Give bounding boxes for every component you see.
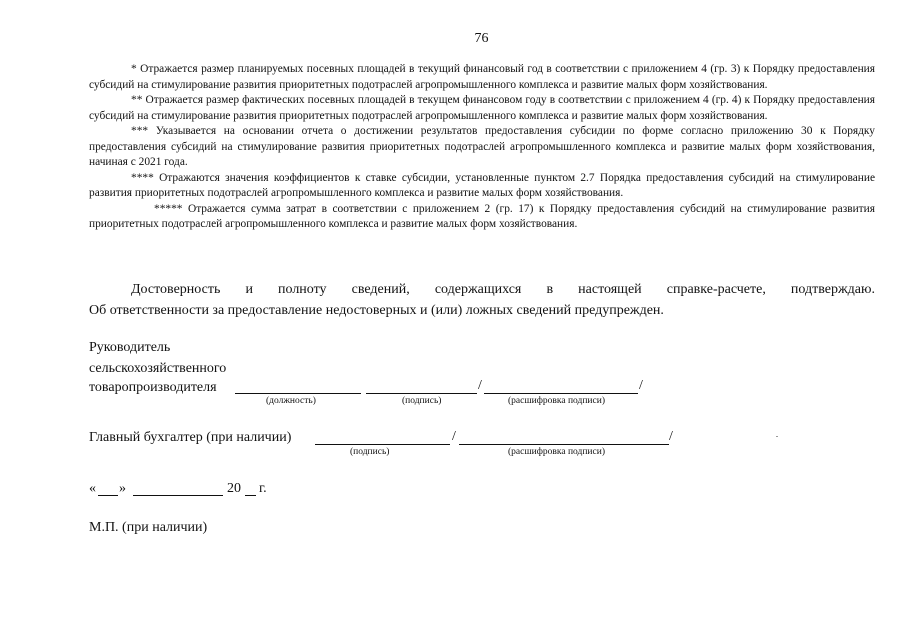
date-close-quote: » <box>119 481 126 496</box>
footnote-5: ***** Отражается сумма затрат в соответствии с приложением 2 (гр. 17) к Порядку предоставления субсидий на стимулирование развития приоритетных подотраслей агропромышленного комплекса и развитие малых форм хозяйствования. <box>89 202 875 230</box>
confirm-word: Достоверность <box>131 282 221 297</box>
footnote-4: **** Отражаются значения коэффициентов к ставке субсидии, установленные пунктом 2.7 Порядка предоставления субсидий на стимулирование развития приоритетных подотраслей агропромышленного комплекса и развитие малых форм хозяйствования. <box>89 171 875 199</box>
head-label-line-1: Руководитель <box>89 340 171 355</box>
confirmation-line-1 <box>89 279 875 300</box>
month-field[interactable] <box>133 495 223 496</box>
year-suffix: г. <box>259 481 267 496</box>
confirm-word: подтверждаю. <box>790 282 875 297</box>
confirm-word: справке-расчете, <box>666 282 766 297</box>
confirm-word: настоящей <box>578 282 642 297</box>
head-label-line-2: сельскохозяйственного <box>89 361 227 376</box>
accountant-signature-field[interactable] <box>315 444 450 445</box>
accountant-label: Главный бухгалтер (при наличии) <box>89 430 292 445</box>
caption-decoding: (расшифровка подписи) <box>508 447 605 457</box>
year-prefix: 20 <box>227 481 241 496</box>
day-field[interactable] <box>98 495 118 496</box>
confirmation-line-2: Об ответственности за предоставление недостоверных и (или) ложных сведений предупрежден. <box>89 303 664 318</box>
separator-slash: / <box>478 378 482 393</box>
separator-slash: / <box>639 378 643 393</box>
confirm-word: содержащихся <box>434 282 522 297</box>
confirm-word: сведений, <box>351 282 410 297</box>
separator-slash: / <box>452 429 456 444</box>
confirm-word: в <box>546 282 554 297</box>
head-signature-field[interactable] <box>366 393 477 394</box>
head-label-line-3: товаропроизводителя <box>89 380 217 395</box>
scan-speck <box>776 436 778 437</box>
caption-signature: (подпись) <box>402 396 442 406</box>
separator-slash: / <box>669 429 673 444</box>
caption-decoding: (расшифровка подписи) <box>508 396 605 406</box>
footnotes <box>89 62 875 233</box>
year-field[interactable] <box>245 495 256 496</box>
date-open-quote: « <box>89 481 96 496</box>
footnote-3: *** Указывается на основании отчета о достижении результатов предоставления субсидии по форме согласно приложению 30 к Порядку предоставления субсидий на стимулирование развития приоритетных подотраслей агропромышленного комплекса и развитие малых форм хозяйствования, начиная с 2021 года. <box>89 125 875 168</box>
position-field[interactable] <box>235 393 361 394</box>
confirmation-statement <box>89 279 875 321</box>
caption-position: (должность) <box>266 396 316 406</box>
footnote-1: * Отражается размер планируемых посевных площадей в текущий финансовый год в соответствии с приложением 4 (гр. 3) к Порядку предоставления субсидий на стимулирование развития приоритетных подотраслей агропромышленного комплекса и развитие малых форм хозяйствования. <box>89 63 875 91</box>
accountant-signature-decoding-field[interactable] <box>459 444 669 445</box>
caption-signature: (подпись) <box>350 447 390 457</box>
footnote-2: ** Отражается размер фактических посевных площадей в текущем финансовом году в соответствии с приложением 4 (гр. 4) к Порядку предоставления субсидий на стимулирование развития приоритетных подотраслей агропромышленного комплекса и развитие малых форм хозяйствования. <box>89 94 875 122</box>
head-signature-decoding-field[interactable] <box>484 393 638 394</box>
stamp-label: М.П. (при наличии) <box>89 520 208 535</box>
confirm-word: и <box>245 282 253 297</box>
confirm-word: полноту <box>278 282 327 297</box>
page-number: 76 <box>474 31 489 46</box>
